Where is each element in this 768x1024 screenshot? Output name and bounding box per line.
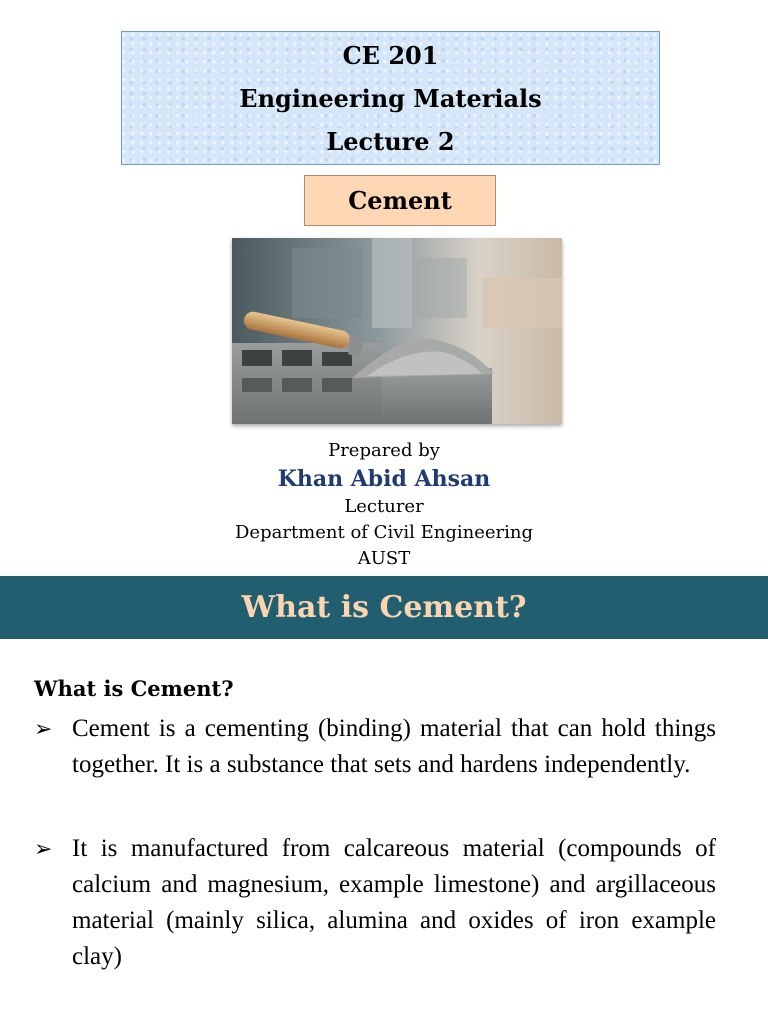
lecture-number: Lecture 2 [326, 126, 455, 156]
topic-box [304, 175, 496, 226]
prepared-by-label: Prepared by [328, 440, 440, 461]
bullet-text: Cement is a cementing (binding) material that can hold things together. It is a substance that sets and hardens independently. [72, 715, 716, 778]
slide-content [34, 676, 716, 975]
bullet-text: It is manufactured from calcareous material (compounds of calcium and magnesium, example limestone) and argillaceous material (mainly silica, alumina and oxides of iron example clay) [72, 835, 716, 970]
bullet-item [34, 831, 716, 975]
content-heading: What is Cement? [34, 676, 234, 701]
title-box [121, 31, 660, 165]
author-organization: AUST [357, 548, 411, 569]
arrow-bullet-icon: ➢ [34, 836, 53, 861]
course-name: Engineering Materials [239, 83, 542, 113]
banner-title: What is Cement? [241, 590, 527, 625]
bullet-item [34, 711, 716, 783]
author-role: Lecturer [344, 496, 424, 517]
slide-banner [0, 576, 768, 639]
course-code: CE 201 [342, 40, 439, 70]
cement-trowel-photo [232, 238, 562, 424]
topic-title: Cement [348, 186, 452, 215]
author-department: Department of Civil Engineering [235, 522, 533, 543]
author-name: Khan Abid Ahsan [277, 466, 491, 492]
arrow-bullet-icon: ➢ [34, 716, 53, 741]
